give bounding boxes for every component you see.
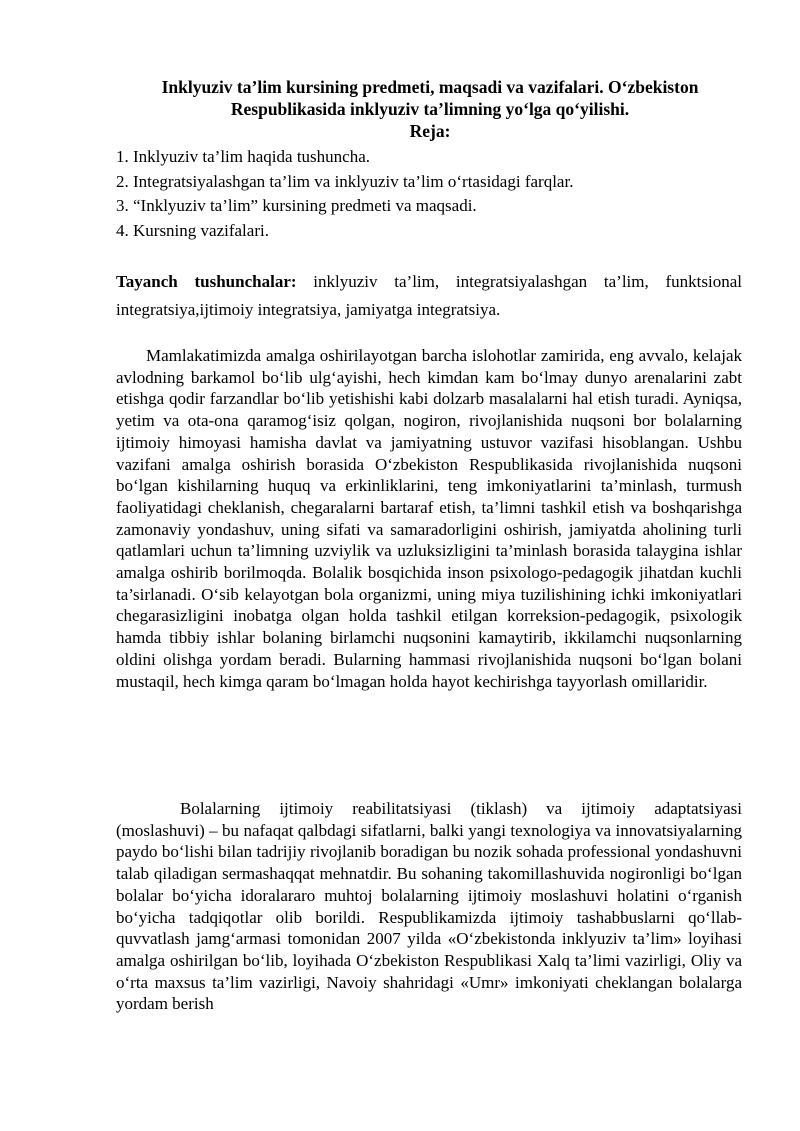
title-line-2: Respublikasida inklyuziv ta’limning yo‘lga qo‘yilishi. <box>230 99 630 119</box>
plan-item: 4. Kursning vazifalari. <box>116 220 269 240</box>
key-concepts <box>116 268 742 324</box>
paragraph: Bolalarning ijtimoiy reabilitatsiyasi (tiklash) va ijtimoiy adaptatsiyasi (moslashuvi) – bu nafaqat qalbdagi sifatlarni, balki yangi texnologiya va innovatsiyalarning paydo bo‘lishi bilan tadrijiy rivojlanib boradigan bu nozik sohada professional yondashuvni talab qiladigan sermashaqqat mehnatdir. Bu sohaning takomillashuvida nogironligi bo‘lgan bolalar bo‘yicha idoralararo muhtoj bolalarning ijtimoiy moslashuvi holatini o‘rganish bo‘yicha tadqiqotlar olib borildi. Respublikamizda ijtimoiy tashabbuslarni qo‘llab-quvvatlash jamg‘armasi tomonidan 2007 yilda «O‘zbekistonda inklyuziv ta’lim» loyihasi amalga oshirilgan bo‘lib, loyihada O‘zbekiston Respublikasi Xalq ta’limi vazirligi, Oliy va o‘rta maxsus ta’lim vazirligi, Navoiy shahridagi «Umr» imkoniyati cheklangan bolalarga yordam berish <box>116 799 742 1014</box>
key-concepts-label: Tayanch tushunchalar: <box>116 272 297 291</box>
document-title <box>110 76 750 142</box>
key-concepts-text: inklyuziv ta’lim, integratsiyalashgan ta’lim, funktsional integratsiya,ijtimoiy integratsiya, jamiyatga integratsiya. <box>116 272 742 319</box>
plan-item: 3. “Inklyuziv ta’lim” kursining predmeti va maqsadi. <box>116 196 477 215</box>
paragraph: Mamlakatimizda amalga oshirilayotgan barcha islohotlar zamirida, eng avvalo, kelajak avlodning barkamol bo‘lib ulg‘ayishi, hech kimdan kam bo‘lmay dunyo arenalarini zabt etishga qodir farzandlar bo‘lib yetishishi kabi dolzarb masalalarni hal etish turadi. Ayniqsa, yetim va ota-ona qaramog‘isiz qolgan, nogiron, rivojlanishida nuqsoni bor bolalarning ijtimoiy himoyasi hamisha davlat va jamiyatning ustuvor vazifasi hisoblangan. Ushbu vazifani amalga oshirish borasida O‘zbekiston Respublikasida rivojlanishida nuqsoni bo‘lgan kishilarning huquq va erkinliklarini, teng imkoniyatlarini ta’minlash, turmush faoliyatidagi cheklanish, chegaralarni bartaraf etish, ta’limni tashkil etish va boshqarishga zamonaviy yondashuv, uning sifati va samaradorligini oshirish, jamiyatda aholining turli qatlamlari uchun ta’limning uzviylik va uzluksizligini ta’minlash borasida talaygina ishlar amalga oshirib borilmoqda. Bolalik bosqichida inson psixologo-pedagogik jihatdan kuchli ta’sirlanadi. O‘sib kelayotgan bola organizmi, uning miya tuzilishining ichki imkoniyatlari chegarasizligini inobatga olgan holda tashkil etilgan korreksion-pedagogik, psixologik hamda tibbiy ishlar bolaning birlamchi nuqsonini kamaytirib, ikkilamchi nuqsonlarning oldini olishga yordam beradi. Bularning hammasi rivojlanishida nuqsoni bo‘lgan bolani mustaqil, hech kimga qaram bo‘lmagan holda hayot kechirishga tayyorlash omillaridir. <box>116 346 742 691</box>
plan-item: 2. Integratsiyalashgan ta’lim va inklyuziv ta’lim o‘rtasidagi farqlar. <box>116 171 574 191</box>
title-line-1: Inklyuziv ta’lim kursining predmeti, maqsadi va vazifalari. O‘zbekiston <box>161 77 699 97</box>
plan-heading: Reja: <box>409 121 451 141</box>
plan-item: 1. Inklyuziv ta’lim haqida tushuncha. <box>116 147 370 166</box>
plan-list <box>116 145 756 243</box>
